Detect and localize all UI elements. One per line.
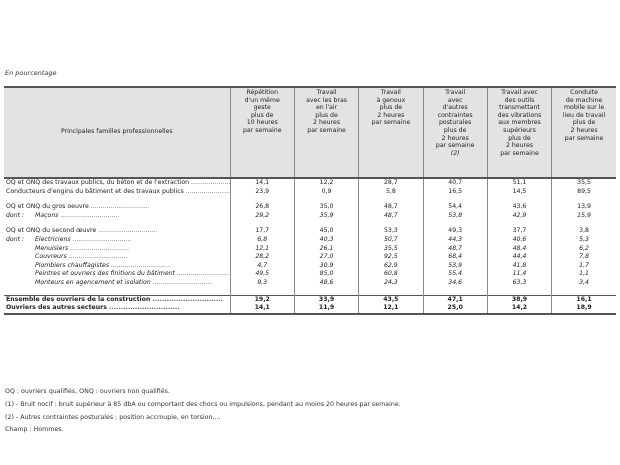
header-line: 2 heures (377, 111, 405, 119)
table-cell: 40,7 (423, 178, 487, 188)
table-cell: 3,8 (552, 227, 616, 236)
row-label-text: Couvreurs ..... (35, 253, 128, 260)
table-cell: 89,5 (552, 188, 616, 197)
header-line: Conduite (570, 89, 598, 96)
table-cell: 55,4 (423, 270, 487, 279)
row-label-text: OQ et ONQ des travaux publics, du béton et de l'extraction ..... (6, 179, 230, 186)
table-cell: 19,2 (230, 295, 294, 304)
table-cell: 48,7 (359, 203, 423, 212)
table-cell: 7,8 (552, 253, 616, 262)
table-cell: 16,5 (423, 188, 487, 197)
table-cell: 40,6 (487, 236, 551, 245)
header-line: Répétition (246, 89, 279, 96)
table-cell: 12,1 (230, 245, 294, 254)
table-cell: 47,1 (423, 295, 487, 304)
row-prefix: dont : (6, 211, 25, 219)
header-line: mobile sur le (564, 104, 605, 112)
table-cell: 50,7 (359, 236, 423, 245)
header-line: Travail (316, 89, 337, 96)
header-line: plus de (572, 119, 596, 127)
header-line: plus de (250, 111, 274, 119)
header-line: 2 heures (313, 119, 341, 127)
table-row (4, 304, 616, 314)
header-col (294, 87, 358, 178)
header-line: des vibrations (497, 111, 542, 119)
header-line: de machine (565, 96, 603, 104)
table-cell: 43,6 (487, 203, 551, 212)
table-cell: 28,2 (230, 253, 294, 262)
table-cell: 48,4 (487, 245, 551, 254)
table-cell: 44,3 (423, 236, 487, 245)
header-line: plus de (379, 104, 403, 112)
table-row (4, 236, 616, 245)
header-line: par semaine (435, 142, 475, 150)
footnote: (2) - Autres contraintes posturales : position accroupie, en torsion,... (5, 413, 221, 421)
table-cell: 12,2 (294, 178, 358, 188)
table-cell: 3,4 (552, 279, 616, 288)
header-line: Travail (380, 89, 401, 96)
table-row (4, 203, 616, 212)
table-cell: 14,1 (230, 178, 294, 188)
row-label (4, 245, 230, 254)
header-line: contraintes (437, 111, 473, 119)
row-label-text: Plombiers chauffagistes ..... (35, 262, 170, 269)
header-line: par semaine (564, 134, 604, 142)
row-label (4, 188, 230, 197)
table-row (4, 178, 616, 188)
table-cell: 26,1 (294, 245, 358, 254)
header-line: 10 heures (246, 119, 278, 127)
table-cell: 35,5 (359, 245, 423, 254)
table-cell: 5,8 (359, 188, 423, 197)
header-line: avec (447, 96, 463, 104)
table-cell: 29,2 (230, 212, 294, 221)
table-cell: 41,8 (487, 262, 551, 271)
header-line: plus de (315, 111, 338, 119)
table-cell: 0,9 (294, 188, 358, 197)
table-cell: 35,5 (552, 178, 616, 188)
table-row (4, 212, 616, 221)
header-col (423, 87, 487, 178)
header-line: d'autres (442, 104, 468, 112)
header-note: (2) (450, 149, 460, 157)
header-line: 2 heures (441, 134, 469, 142)
row-label (4, 262, 230, 271)
table-caption: En pourcentage (5, 69, 57, 77)
header-line: geste (253, 104, 271, 112)
table-cell: 12,1 (359, 304, 423, 314)
table-cell: 38,9 (487, 295, 551, 304)
table-body (4, 178, 616, 314)
row-prefix: dont : (6, 235, 25, 243)
table-cell: 30,9 (294, 262, 358, 271)
row-label-text: Menuisiers ..... (35, 245, 129, 252)
header-families: Principales familles professionnelles (4, 87, 230, 178)
table-row (4, 227, 616, 236)
row-label (4, 236, 230, 245)
table-cell: 63,3 (487, 279, 551, 288)
header-line: 2 heures (570, 126, 598, 134)
table-cell: 11,9 (294, 304, 358, 314)
row-label-text: Maçons ..... (35, 212, 119, 219)
table-cell: 5,3 (552, 236, 616, 245)
footnote: Champ : Hommes. (5, 426, 64, 434)
table-cell: 34,6 (423, 279, 487, 288)
footnote: (1) - Bruit nocif : bruit supérieur à 85 dbA ou comportant des chocs ou impulsions, pendant au moins 20 heures par semaine. (5, 400, 401, 408)
row-label (4, 178, 230, 188)
header-line: avec les bras (306, 96, 347, 104)
table-cell: 15,9 (552, 212, 616, 221)
table-cell: 14,1 (230, 304, 294, 314)
table-cell: 13,9 (552, 203, 616, 212)
table-cell: 18,9 (552, 304, 616, 314)
table-cell: 14,5 (487, 188, 551, 197)
table-cell: 37,7 (487, 227, 551, 236)
table-cell: 35,0 (294, 203, 358, 212)
table-row (4, 253, 616, 262)
row-label-text: Monteurs en agencement et isolation ..... (35, 279, 212, 286)
table-cell: 48,6 (294, 279, 358, 288)
table-row (4, 262, 616, 271)
table-cell: 6,8 (230, 236, 294, 245)
table-cell: 28,7 (359, 178, 423, 188)
header-col (487, 87, 551, 178)
header-line: par semaine (242, 126, 282, 134)
table-cell: 23,9 (230, 188, 294, 197)
table-row (4, 288, 616, 296)
header-line: supérieurs (503, 126, 536, 134)
header-col (359, 87, 423, 178)
table-cell: 6,2 (552, 245, 616, 254)
table-cell: 48,7 (423, 245, 487, 254)
table-cell: 24,3 (359, 279, 423, 288)
table-cell: 33,9 (294, 295, 358, 304)
header-line: plus de (443, 126, 467, 134)
table-cell: 11,4 (487, 270, 551, 279)
header-line: par semaine (371, 119, 411, 127)
data-table (4, 86, 616, 315)
header-line: en l'air (315, 104, 338, 112)
table-cell: 17,7 (230, 227, 294, 236)
table-cell: 60,8 (359, 270, 423, 279)
header-line: d'un même (244, 96, 280, 104)
table-cell: 85,0 (294, 270, 358, 279)
table-row (4, 270, 616, 279)
table-cell: 9,3 (230, 279, 294, 288)
header-line: des outils (504, 96, 535, 104)
table-cell: 27,0 (294, 253, 358, 262)
table-cell: 44,4 (487, 253, 551, 262)
table-cell: 49,3 (423, 227, 487, 236)
row-label (4, 203, 230, 212)
row-label-text: OQ et ONQ du gros oeuvre ..... (6, 203, 150, 210)
header-line: lieu de travail (562, 111, 606, 119)
header-line: à genoux (376, 96, 406, 104)
header-col (552, 87, 616, 178)
table-row (4, 196, 616, 203)
row-label (4, 304, 230, 314)
row-label (4, 270, 230, 279)
table-cell: 54,4 (423, 203, 487, 212)
header-line: plus de (508, 134, 531, 142)
table-cell: 16,1 (552, 295, 616, 304)
table-cell: 35,9 (294, 212, 358, 221)
header-line: transmettant (499, 104, 540, 112)
table-cell: 40,3 (294, 236, 358, 245)
row-label (4, 279, 230, 288)
header-line: posturales (438, 119, 472, 127)
table-cell: 49,5 (230, 270, 294, 279)
table-row (4, 295, 616, 304)
table-cell: 1,1 (552, 270, 616, 279)
table-cell: 26,8 (230, 203, 294, 212)
table-cell: 92,5 (359, 253, 423, 262)
header-line: par semaine (307, 126, 346, 134)
row-label (4, 227, 230, 236)
row-label-text: OQ et ONQ du second œuvre ..... (6, 227, 157, 234)
table-cell: 53,8 (423, 212, 487, 221)
table-cell: 25,0 (423, 304, 487, 314)
table-row (4, 220, 616, 227)
row-label-text: Ouvriers des autres secteurs ..... (6, 304, 180, 311)
row-label-text: Peintres et ouvriers des finitions du bâtiment ..... (35, 270, 230, 277)
row-label (4, 212, 230, 221)
header-line: Travail avec (501, 89, 538, 96)
row-label (4, 253, 230, 262)
footnote: OQ : ouvriers qualifiés, ONQ : ouvriers non qualifiés. (5, 388, 170, 395)
table-cell: 48,7 (359, 212, 423, 221)
header-line: Travail (445, 89, 466, 96)
table-cell: 1,7 (552, 262, 616, 271)
table-cell: 53,9 (423, 262, 487, 271)
table-cell: 51,1 (487, 178, 551, 188)
table-cell: 4,7 (230, 262, 294, 271)
table-row (4, 245, 616, 254)
table-header-row (4, 87, 616, 178)
table-cell: 45,0 (294, 227, 358, 236)
table-cell: 43,5 (359, 295, 423, 304)
footnotes (5, 386, 401, 437)
header-line: 2 heures (505, 142, 533, 150)
table-row (4, 188, 616, 197)
row-label-text: Conducteurs d'engins du bâtiment et des travaux publics ..... (6, 188, 230, 195)
row-label-text: Ensemble des ouvriers de la construction ..... (6, 296, 223, 303)
table-cell: 62,9 (359, 262, 423, 271)
header-line: aux membres (498, 119, 541, 127)
table-cell: 68,4 (423, 253, 487, 262)
table-cell: 14,2 (487, 304, 551, 314)
header-col (230, 87, 294, 178)
table-cell: 42,9 (487, 212, 551, 221)
row-label-text: Électriciens ..... (35, 236, 132, 243)
row-label (4, 295, 230, 304)
table-cell: 53,3 (359, 227, 423, 236)
header-line: par semaine (500, 149, 539, 157)
table-row (4, 279, 616, 288)
